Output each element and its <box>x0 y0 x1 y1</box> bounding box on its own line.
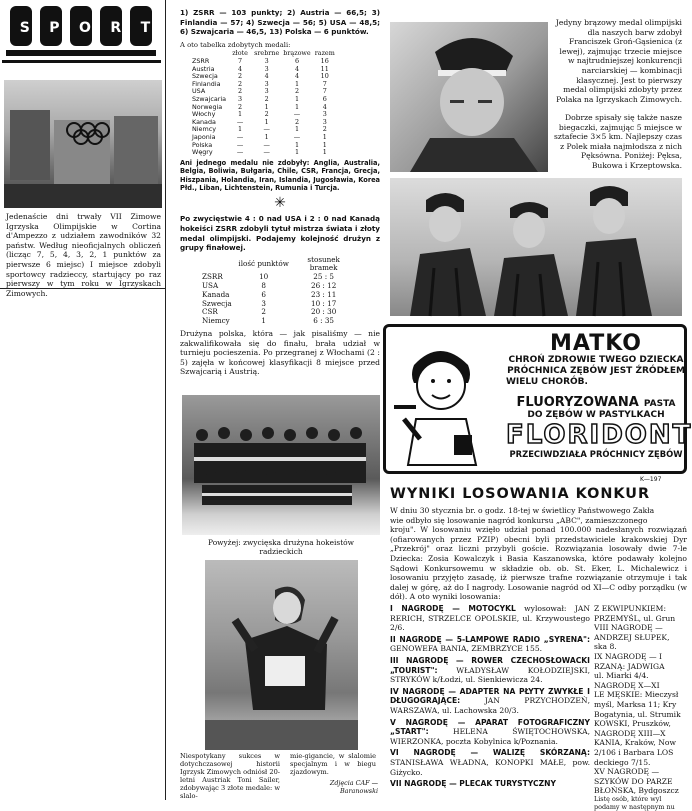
ski-boots-icon <box>0 0 163 72</box>
standings-cell: 3 <box>261 298 266 308</box>
medal-cell: 1 <box>264 132 269 141</box>
prize-continued-line: KOWSKI, Pruszków, <box>594 719 671 729</box>
points-summary: 1) ZSRR — 103 punkty; 2) Austria — 66,5; 3) Finlandia — 57; 4) Szwecja — 56; 5) USA — 48,5; 6) Szwajcaria — 46,5, 13) Polska — 6 punktów. <box>180 8 380 37</box>
medal-cell: — <box>236 148 244 157</box>
medal-cell: 2 <box>238 87 243 96</box>
medal-cell: 1 <box>294 140 300 149</box>
medal-cell: 1 <box>294 148 300 157</box>
medal-row <box>190 81 337 89</box>
sport-header <box>0 0 163 72</box>
prize-continued-line: Listę osób, które wyl <box>594 794 662 803</box>
medal-cell: Austria <box>192 64 215 73</box>
prize-continued-line: myśl, Marksa 11; Kry <box>594 699 677 709</box>
letter-s: S <box>19 20 30 36</box>
prize-continued-line: XV NAGRODĘ — <box>594 767 660 777</box>
medal-cell: 4 <box>294 64 300 73</box>
prize-label: III NAGRODĘ — ROWER CZECHOSŁOWACKI „TOURIST": <box>390 655 590 675</box>
medal-table <box>190 50 337 156</box>
standings-cell: USA <box>202 281 219 291</box>
medal-cell: 16 <box>320 56 329 65</box>
ad-line-6: PRZECIWDZIAŁA PRÓCHNICY ZĘBÓW <box>509 449 683 459</box>
medal-cell: 2 <box>294 87 300 96</box>
medal-cell: — <box>263 148 270 157</box>
medal-header-silver: srebrne <box>254 49 280 58</box>
medal-cell: 3 <box>264 87 269 96</box>
medal-cell: 2 <box>238 102 243 111</box>
standings-cell: 10 <box>259 272 269 282</box>
standings-cell: CSR <box>202 307 218 317</box>
medal-cell: 3 <box>238 94 243 103</box>
prize-continued-line: Z EKWIPUNKIEM: <box>594 604 667 613</box>
standings-table <box>200 256 354 326</box>
medal-cell: 6 <box>294 56 300 65</box>
prize-continued-line: podamy w następnym nu <box>594 802 675 811</box>
asterisk-icon: ✳ <box>274 195 286 212</box>
prize-winner: GENOWEFA BANIA, ZEMBRZYCE 155. <box>390 644 543 654</box>
medal-cell: 7 <box>322 87 327 96</box>
prize-continued-line: 2/106 i Barbara LOS <box>594 747 674 757</box>
medal-cell: 7 <box>238 56 243 65</box>
sailer-caption-a: Niespotykany sukces w dotychczasowej historii Igrzysk Zimowych odniósł 20-letni Austriak Toni Sailer, zdobywając 3 złote medale: w slalo- <box>180 752 280 800</box>
standings-cell: Niemcy <box>202 316 230 326</box>
prize-continued-line: ANDRZEJ SŁUPEK, <box>594 632 670 642</box>
medal-header-total: razem <box>314 49 335 58</box>
standings-cell: 2 <box>261 307 266 317</box>
prize-continued-line: VIII NAGRODĘ — <box>594 623 663 633</box>
letter-t: T <box>140 20 151 36</box>
prize-continued-line: ul. Miarki 4/4. <box>594 671 649 681</box>
prize-label: V NAGRODĘ — APARAT FOTOGRAFICZNY „START": <box>390 717 590 737</box>
medal-cell: 1 <box>294 79 300 88</box>
medal-cell: Szwecja <box>192 72 218 81</box>
column-divider <box>165 0 166 800</box>
ad-line-5: DO ZĘBÓW W PASTYLKACH <box>527 410 665 420</box>
prize-continued-line: LE MĘSKIE: Mieczysł <box>594 690 679 700</box>
medal-cell: 3 <box>264 64 269 73</box>
prize-continued-line: NAGRODĘ X—XI <box>594 680 660 690</box>
medal-cell: 2 <box>264 94 269 103</box>
photo-credit: Zdjęcia CAF — Baranowski <box>329 779 378 795</box>
prize-continued-line: KANIA, Kraków, Now <box>594 738 676 748</box>
medal-cell: 1 <box>322 132 327 141</box>
prize-label: II NAGRODĘ — 5-LAMPOWE RADIO „SYRENA": <box>390 634 590 644</box>
standings-cell: Szwecja <box>202 298 232 308</box>
standings-header-points: ilość punktów <box>238 259 289 269</box>
women-skiers-photo <box>390 178 682 316</box>
standings-cell: 10 : 17 <box>311 298 337 308</box>
ad-line-4: FLUORYZOWANA <box>516 395 639 410</box>
prize-winner: HELENA ŚWIĘTOCHOWSKA, WIERZONKA, poczta Kobylnica k/Poznania. <box>390 727 590 746</box>
sailer-caption-b: mie-gigancie, w slalomie specjalnym i w biegu zjazdowym. <box>290 752 376 776</box>
medal-cell: Szwajcaria <box>192 94 227 103</box>
prize-continued-line: deckiego 7/15. <box>594 757 651 767</box>
medal-cell: Węgry <box>192 148 213 157</box>
lottery-intro <box>390 506 687 602</box>
child-with-toothbrush-illustration <box>390 335 490 465</box>
medal-cell: — <box>236 117 244 126</box>
medal-cell: — <box>236 132 244 141</box>
standings-cell: 1 <box>261 316 266 326</box>
ad-product-name: FLORIDONT <box>506 420 692 450</box>
women-text: Dobrze spisały się także nasze biegaczki, zajmując 5 miejsce w sztafecie 3×5 km. Najlepszy czas z Polek miała najmłodsza z nich Pęksówna. Poniżej: Pęksa, Bukowa i Krzeptowska. <box>553 113 682 170</box>
medal-cell: 11 <box>320 64 329 73</box>
medal-cell: 1 <box>322 148 327 157</box>
cortina-town-photo <box>4 80 162 208</box>
prize-continued-line: RZANĄ: JADWIGA <box>594 661 665 671</box>
prize-entry <box>390 779 590 789</box>
prize-continued-line: ska 8. <box>594 642 617 652</box>
prize-continued-line: BŁOŃSKA, Bydgoszcz <box>594 786 679 796</box>
medal-cell: 1 <box>294 102 300 111</box>
medal-row <box>190 149 337 157</box>
letter-o: O <box>79 20 91 36</box>
medal-header-gold: złote <box>232 49 248 58</box>
medal-cell: — <box>263 125 270 134</box>
prize-winner: STANISŁAWA WŁADNA, KONOPKI MAŁE, pow. Giżycko. <box>390 757 590 777</box>
medal-cell: Finlandia <box>192 79 221 88</box>
prize-list <box>390 604 590 791</box>
medal-cell: 6 <box>322 94 327 103</box>
prize-entry <box>390 718 590 747</box>
ad-line-2: PRÓCHNICA ZĘBÓW JEST ŹRÓDŁEM <box>507 366 685 376</box>
medal-cell: Polska <box>192 140 213 149</box>
standings-header-team <box>200 256 234 274</box>
medal-cell: 1 <box>294 94 300 103</box>
lottery-intro-line-a: W dniu 30 stycznia br. o godz. 18-tej w świetlicy Państwowego Zakła <box>390 506 655 515</box>
medal-cell: — <box>263 140 270 149</box>
medal-cell: 4 <box>238 64 243 73</box>
letter-r: R <box>110 20 122 36</box>
standings-cell: 20 : 30 <box>311 307 337 317</box>
standings-cell: 23 : 11 <box>311 289 337 299</box>
medal-cell: Norwegia <box>192 102 223 111</box>
hockey-caption: Powyżej: zwycięska drużyna hokeistów radzieckich <box>208 538 354 557</box>
medal-cell: — <box>293 132 301 141</box>
medal-cell: 1 <box>264 117 269 126</box>
medal-cell: 1 <box>294 125 300 134</box>
medal-cell: 7 <box>322 79 327 88</box>
prize-label: IV NAGRODĘ — ADAPTER NA PŁYTY ZWYKŁE I DŁUGOGRAJĄCE: <box>390 686 590 706</box>
hockey-team-photo <box>182 395 380 535</box>
medal-cell: 2 <box>238 79 243 88</box>
hockey-intro: Po zwycięstwie 4 : 0 nad USA i 2 : 0 nad Kanadą hokeiści ZSRR zdobyli tytuł mistrza świata i złoty medal olimpijski. Podajemy kolejność drużyn z grupy finałowej. <box>180 214 380 253</box>
medal-cell: 3 <box>264 56 269 65</box>
prize-winner: WŁADYSŁAW KOŁODZIEJSKI, STRYKÓW k/Łodzi, ul. Sienkiewicza 24. <box>390 665 590 685</box>
medal-cell: 1 <box>264 102 269 111</box>
ad-line-3: WIELU CHORÓB. <box>506 377 588 387</box>
standings-cell: 26 : 12 <box>311 281 337 291</box>
letter-p: P <box>49 20 60 36</box>
prize-continued-line: NAGRODĘ XIII—X <box>594 728 666 738</box>
prize-entry <box>390 635 590 654</box>
medal-cell: 4 <box>294 72 300 81</box>
medal-cell: Włochy <box>192 110 216 119</box>
prize-label: I NAGRODĘ — MOTOCYKL <box>390 604 516 613</box>
medal-cell: 1 <box>238 110 243 119</box>
medal-cell: 10 <box>320 72 329 81</box>
standings-cell: 25 : 5 <box>313 272 335 282</box>
medal-cell: 3 <box>322 117 327 126</box>
ad-code: K—197 <box>640 476 662 483</box>
gron-text: Jedyny brązowy medal olimpijski dla naszych barw zdobył Franciszek Groń-Gąsienica (z lewej), zajmując trzecie miejsce w najtrudniejszej konkurencji narciarskiej — kombinacji klasycznej. Jest to pierwszy medal olimpijski zdobyty przez Polaka na Igrzyskach Zimowych. <box>555 18 682 104</box>
ad-line-4b: PASTA <box>643 399 676 409</box>
prize-continued-line: SZYKÓW DO PARZE <box>594 776 673 786</box>
medal-cell: Niemcy <box>192 125 217 134</box>
ad-brand: MATKO <box>550 331 642 356</box>
medal-cell: ZSRR <box>192 56 210 65</box>
toni-sailer-photo <box>205 560 358 750</box>
medal-cell: Kanada <box>192 117 216 126</box>
standings-row <box>200 317 354 326</box>
medal-cell: 3 <box>322 110 327 119</box>
ad-line-1: CHROŃ ZDROWIE TWEGO DZIECKA <box>508 355 684 365</box>
prize-continued-line: IX NAGRODĘ — I <box>594 651 663 661</box>
medal-cell: — <box>293 110 301 119</box>
polish-team-text: Drużyna polska, która — jak pisaliśmy — nie zakwalifikowała się do finału, brała udział w turnieju pocieszenia. Po przegranej z Włochami (2 : 5) zajęła w końcowej klasyfikacji 8 miejsce przed Szwajcarią i Austrią. <box>180 329 380 377</box>
prize-label: VI NAGRODĘ — WALIZĘ SKÓRZANĄ: <box>390 748 590 758</box>
standings-cell: 8 <box>261 281 266 291</box>
prize-list-continued <box>594 604 687 811</box>
left-intro-text: Jedenaście dni trwały VII Zimowe Igrzyska Olimpijskie w Cortina d'Ampezzo z udziałem zawodników 32 państw. Według nieoficjalnych obliczeń (licząc 7, 5, 4, 3, 2, 1 punktów za pierwsze 6 miejsc) I miejsce zdobyli sportowcy radzieccy, startujący po raz pierwszy w tym roku w Igrzyskach Zimowych. <box>6 212 161 298</box>
no-medal-text: Ani jednego medalu nie zdobyły: Anglia, Australia, Belgia, Boliwia, Bułgaria, Chile, CSR, Francja, Grecja, Hiszpania, Holandia, Iran, Islandia, Jugosławia, Korea Płd., Liban, Lichtenstein, Rumunia i Turcja. <box>180 158 380 192</box>
prize-entry <box>390 687 590 716</box>
prize-winner: wylosował: JAN RERICH, STRZELCE OPOLSKIE, ul. Krzywoustego 2/6. <box>390 604 590 633</box>
medal-cell: 4 <box>322 102 327 111</box>
medal-cell: 2 <box>238 72 243 81</box>
standings-cell: ZSRR <box>202 272 223 282</box>
prize-continued-line: Bogatynia, ul. Strumik <box>594 709 681 719</box>
medal-cell: Japonia <box>192 132 216 141</box>
lottery-intro-rest: kroju". W losowaniu wzięło udział ponad 100.000 nadesłanych rozwiązań (ofiarowanych przez PZIP) obecni byli przedstawiciele krakowskiej Dyr „Przekrój" oraz liczni przybyli goście. Rozwiązania losowały dwie 7-le Dziecka: Zosia Kowalczyk i Basia Kaszanowska, które podawały kolejno Sądowi Konkursowemu w składzie ob. ob. St. Eker, L. Michalewicz i losowaniu przyjęto zasadę, iż pierwsze trafne rozwiązanie otrzymuje i tak dalej w górę, aż do I nagrody. Losowanie nagród od XI—C odby porządku (w dół). A oto wyniki losowania: <box>390 525 687 602</box>
medals-title: A oto tabelka zdobytych medali: <box>180 40 291 49</box>
floridont-advertisement <box>383 324 692 474</box>
medal-cell: 1 <box>238 125 243 134</box>
sport-letters <box>10 20 160 36</box>
medal-cell: 1 <box>322 140 327 149</box>
prize-entry <box>390 748 590 777</box>
medal-cell: 2 <box>294 117 300 126</box>
middle-column <box>180 8 380 377</box>
prize-entry <box>390 604 590 633</box>
standings-header-goals: stosunek bramek <box>307 254 340 273</box>
medal-cell: — <box>236 140 244 149</box>
medal-cell: 3 <box>264 79 269 88</box>
standings-cell: Kanada <box>202 289 230 299</box>
prize-entry <box>390 656 590 685</box>
medal-cell: 4 <box>264 72 269 81</box>
standings-cell: 6 : 35 <box>313 316 335 326</box>
medal-cell: USA <box>192 87 206 96</box>
prize-continued-line: PRZEMYŚL, ul. Grun <box>594 613 676 623</box>
medal-cell: 2 <box>264 110 269 119</box>
left-bottom-rule <box>0 288 165 289</box>
prize-winner: JAN PRZYCHODZEŃ, WARSZAWA, ul. Lachowska 20/3. <box>390 696 590 715</box>
lottery-intro-line-b: wie odbyło się losowanie nagród konkursu „ABC", zamieszczonego <box>390 515 648 525</box>
gron-gasienica-photo <box>390 22 548 172</box>
standings-cell: 6 <box>261 289 266 299</box>
medal-cell: 2 <box>322 125 327 134</box>
lottery-title: WYNIKI LOSOWANIA KONKUR <box>390 486 651 502</box>
medal-header-bronze: brązowe <box>283 49 311 58</box>
prize-label: VII NAGRODĘ — PLECAK TURYSTYCZNY <box>390 779 556 789</box>
